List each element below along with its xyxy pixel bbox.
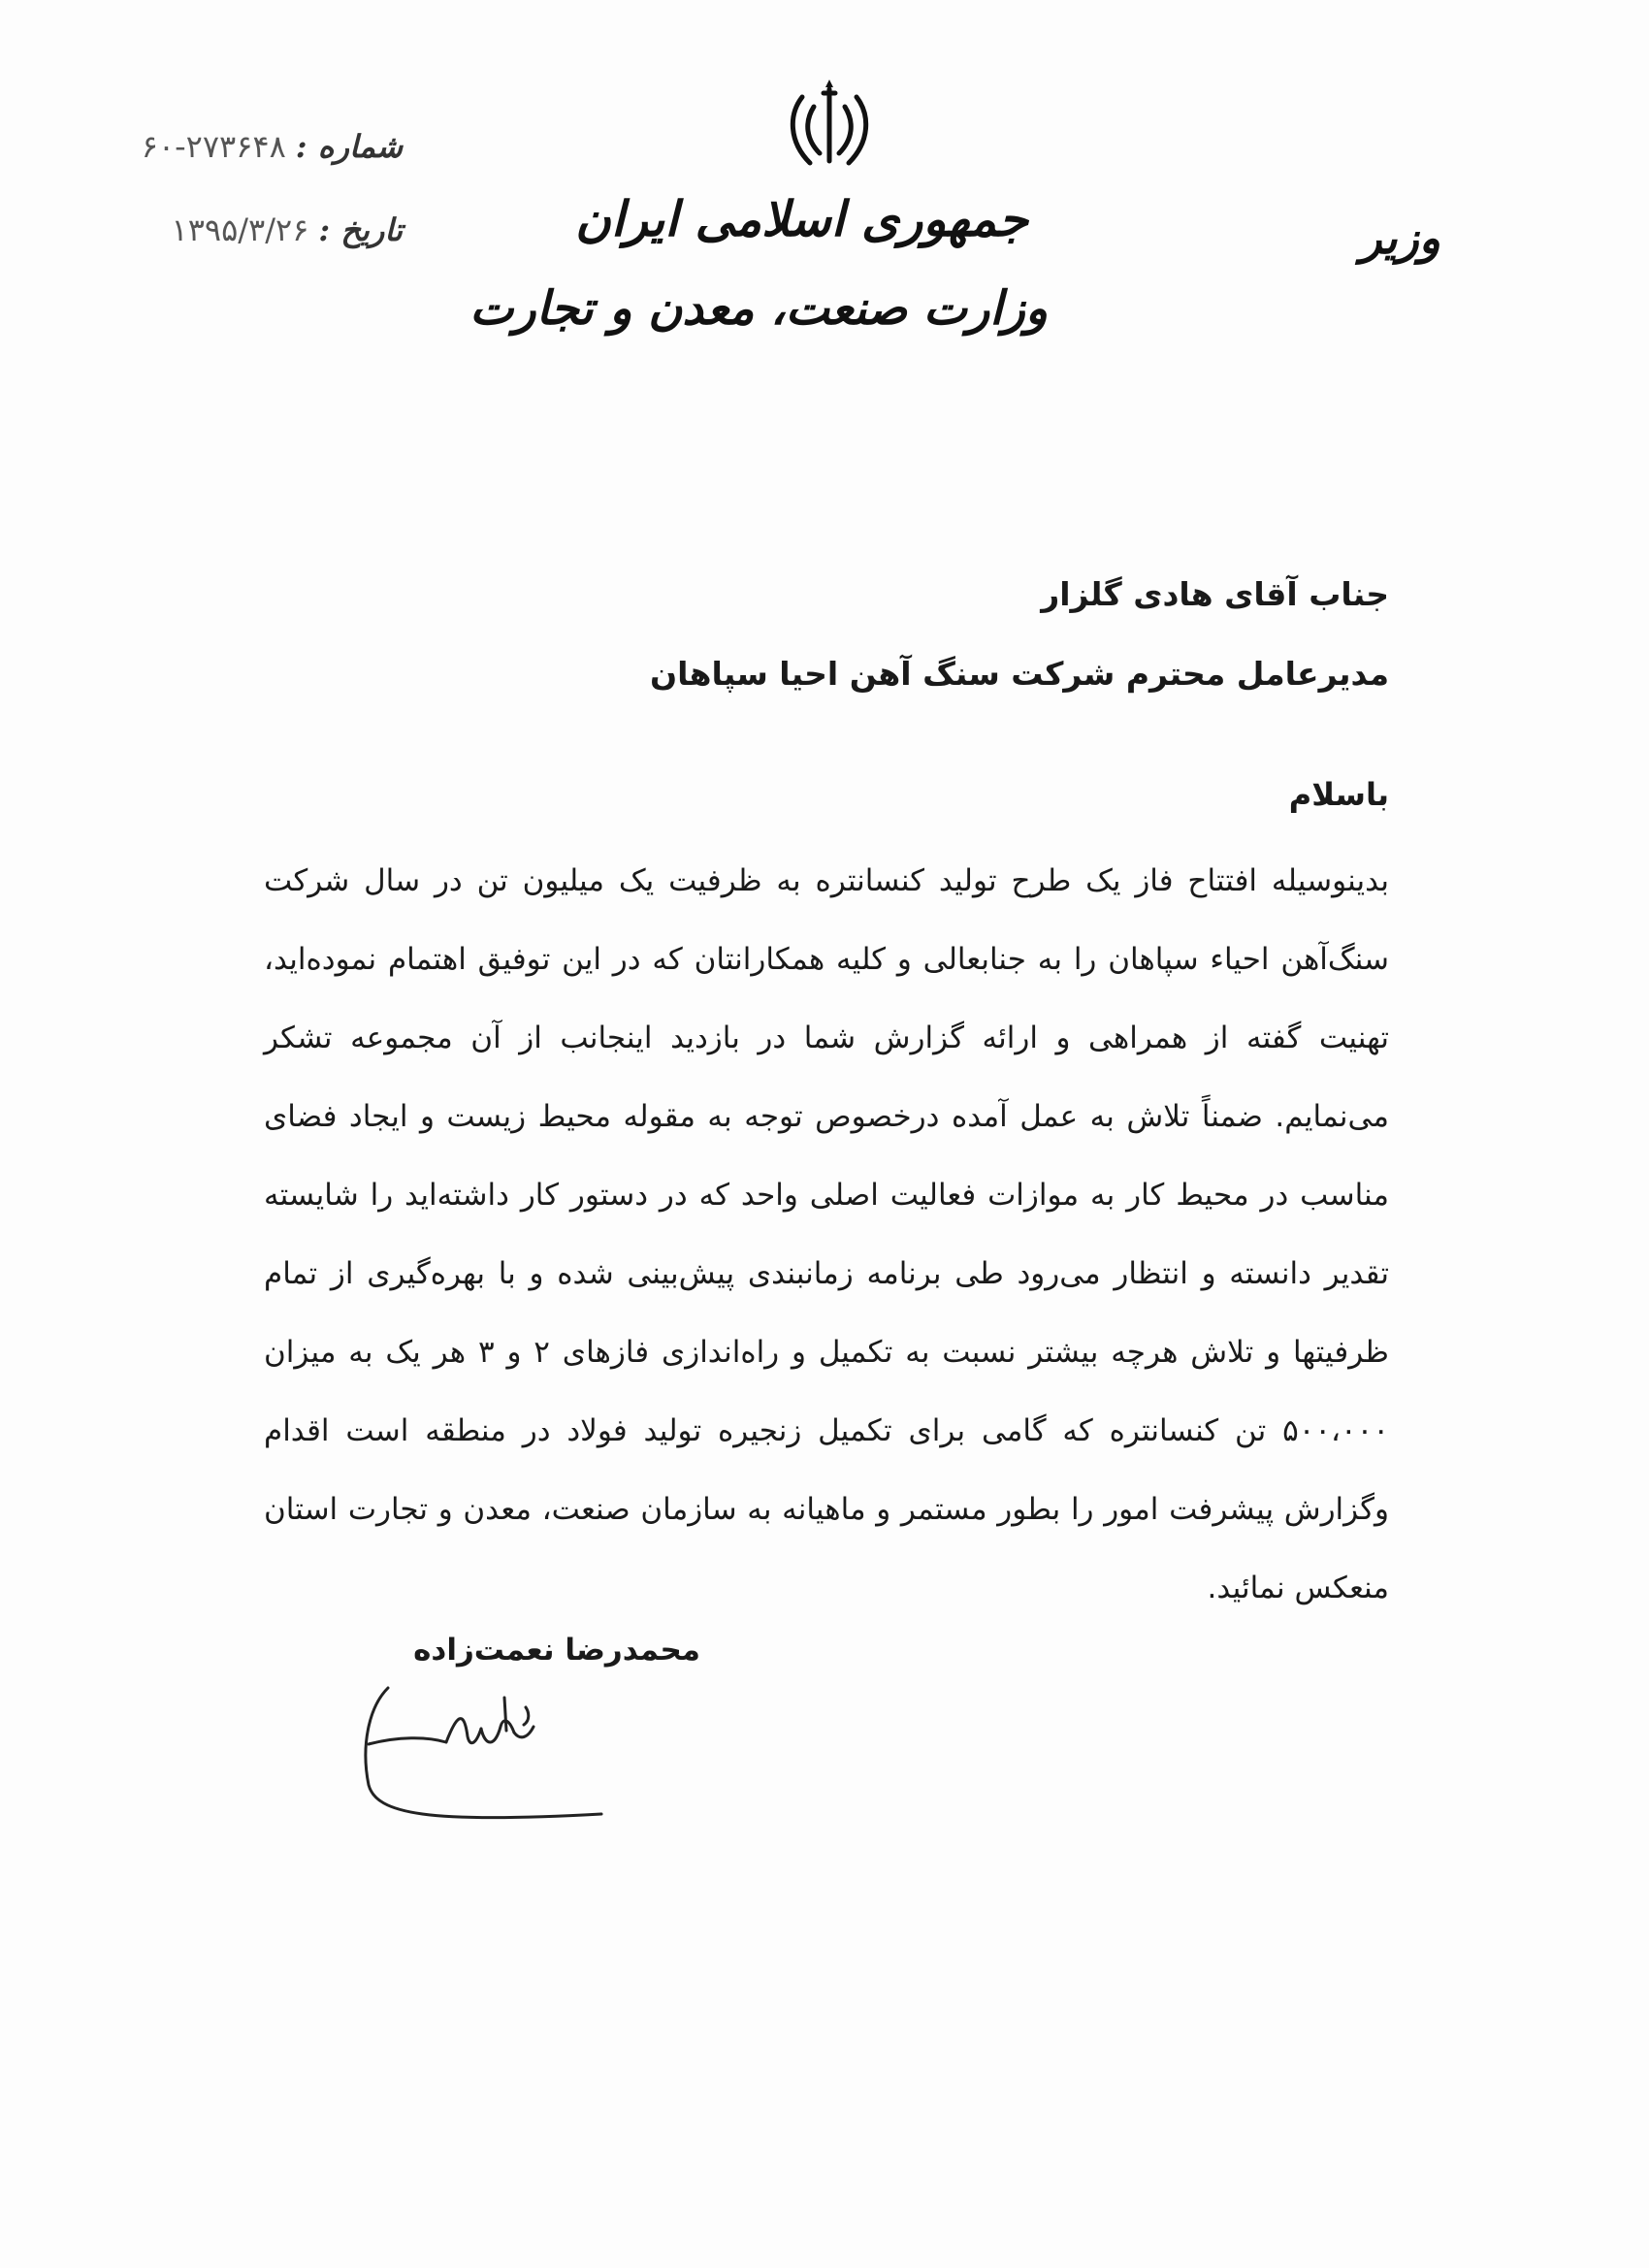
recipient-name: جناب آقای هادی گلزار <box>1041 575 1389 613</box>
republic-title: جمهوری اسلامی ایران <box>575 190 1028 247</box>
signature-icon <box>349 1669 640 1833</box>
letter-date-value: ۱۳۹۵/۳/۲۶ <box>171 211 309 248</box>
greeting: باسلام <box>1288 776 1389 813</box>
letter-number-value: ۶۰-۲۷۳۶۴۸ <box>141 128 286 165</box>
ministry-title: وزارت صنعت، معدن و تجارت <box>469 281 1048 336</box>
iran-emblem-icon <box>781 80 878 177</box>
letter-date-label: تاریخ : <box>318 211 403 248</box>
letter-body: بدینوسیله افتتاح فاز یک طرح تولید کنسانتره به ظرفیت یک میلیون تن در سال شرکت سنگ‌آهن احیاء سپاهان را به جنابعالی و کلیه همکارانتان که در این توفیق اهتمام نموده‌اید، تهنیت گفته از همراهی و ارائه گزارش شما در بازدید اینجانب از آن مجموعه تشکر می‌نمایم. ضمناً تلاش به عمل آمده درخصوص توجه به مقوله محیط زیست و ایجاد فضای مناسب در محیط کار به موازات فعالیت اصلی واحد که در دستور کار داشته‌اید را شایسته تقدیر دانسته و انتظار می‌رود طی برنامه زمانبندی پیش‌بینی شده و با بهره‌گیری از تمام ظرفیتها و تلاش هرچه بیشتر نسبت به تکمیل و راه‌اندازی فازهای ۲ و ۳ هر یک به میزان ۵۰۰،۰۰۰ تن کنسانتره که گامی برای تکمیل زنجیره تولید فولاد در منطقه است اقدام وگزارش پیشرفت امور را بطور مستمر و ماهیانه به سازمان صنعت، معدن و تجارت استان منعکس نمائید. <box>264 863 1389 1605</box>
letter-number-label: شماره : <box>295 128 403 165</box>
minister-title: وزیر <box>1360 211 1440 264</box>
letter-number-row <box>142 128 403 165</box>
letter-date-row <box>172 211 404 248</box>
recipient-role: مدیرعامل محترم شرکت سنگ آهن احیا سپاهان <box>650 655 1389 693</box>
signer-name: محمدرضا نعمت‌زاده <box>413 1633 700 1668</box>
